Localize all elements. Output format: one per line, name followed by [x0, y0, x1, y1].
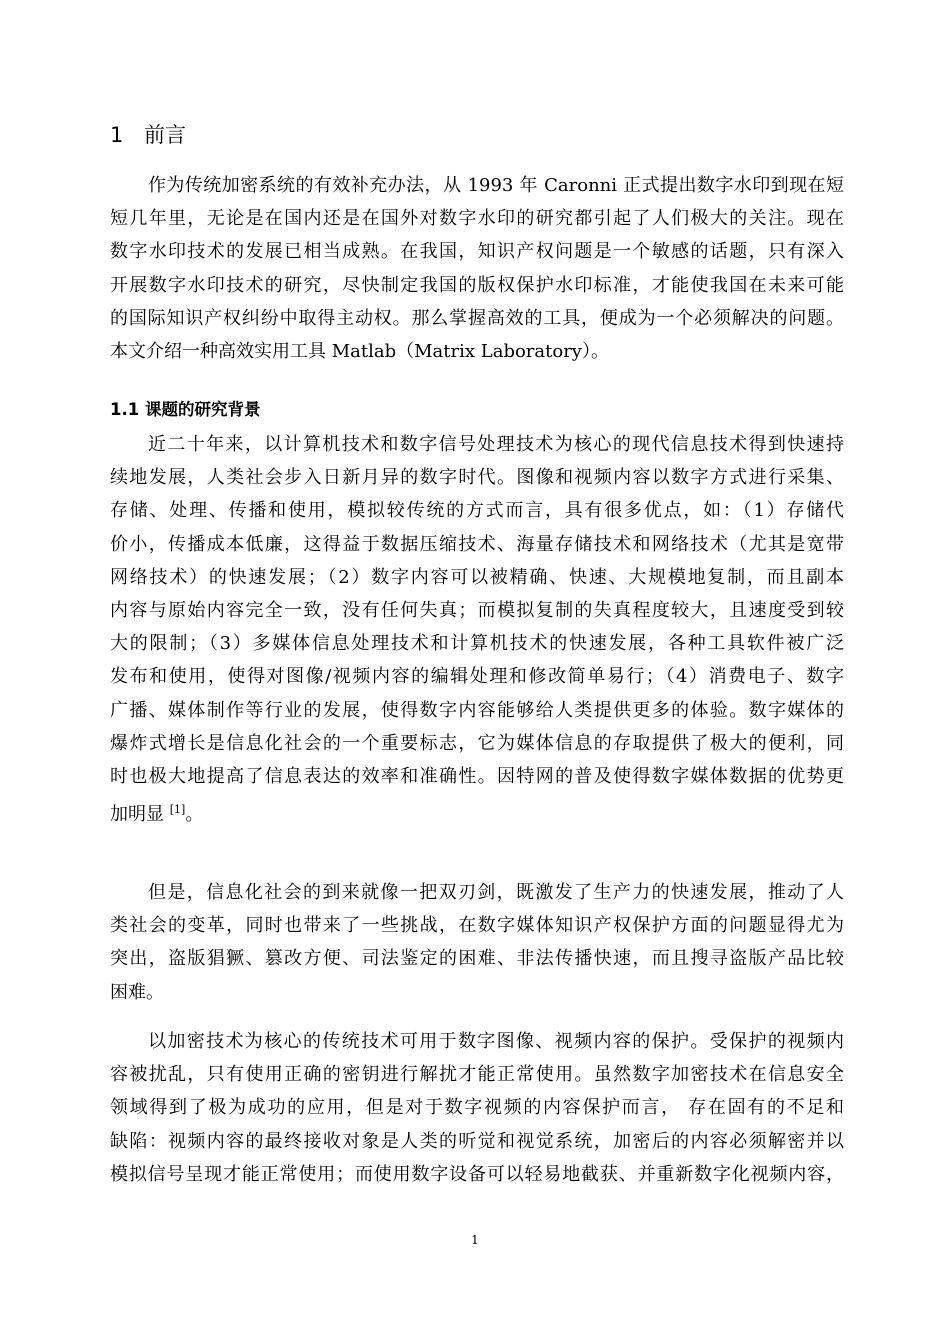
text-line: 领域得到了极为成功的应用，但是对于数字视频的内容保护而言， 存在固有的不足和 — [110, 1097, 844, 1119]
section-heading — [110, 119, 186, 151]
section-number: 1 — [110, 123, 124, 147]
text-line: 容被扰乱，只有使用正确的密钥进行解扰才能正常使用。虽然数字加密技术在信息安全 — [110, 1064, 844, 1086]
text-line: 数字水印技术的发展已相当成熟。在我国，知识产权问题是一个敏感的话题，只有深入 — [110, 241, 844, 263]
text-line: 时也极大地提高了信息表达的效率和准确性。因特网的普及使得数字媒体数据的优势更 — [110, 765, 844, 787]
text-line: 大的限制；（3）多媒体信息处理技术和计算机技术的快速发展，各种工具软件被广泛 — [110, 633, 844, 655]
text-line: 短几年里，无论是在国内还是在国外对数字水印的研究都引起了人们极大的关注。现在 — [110, 208, 844, 230]
text-line: 模拟信号呈现才能正常使用；而使用数字设备可以轻易地截获、并重新数字化视频内容， — [110, 1163, 844, 1185]
section-title: 前言 — [144, 123, 186, 147]
text-line: 内容与原始内容完全一致，没有任何失真；而模拟复制的失真程度较大，且速度受到较 — [110, 599, 844, 621]
text-line-end: 。 — [185, 804, 204, 826]
text-line-content: 加明显 — [110, 804, 164, 826]
text-line: 续地发展，人类社会步入日新月异的数字时代。图像和视频内容以数字方式进行采集、 — [110, 467, 844, 489]
background-paragraph-2 — [110, 876, 844, 1009]
intro-paragraph — [110, 169, 844, 368]
text-line: 作为传统加密系统的有效补充办法，从 1993 年 Caronni 正式提出数字水印到现在短 — [148, 175, 844, 196]
text-line: 但是，信息化社会的到来就像一把双刃剑，既激发了生产力的快速发展，推动了人 — [148, 882, 844, 903]
text-line: 发布和使用，使得对图像/视频内容的编辑处理和修改简单易行；（4）消费电子、数字 — [110, 666, 844, 688]
text-line: 困难。 — [110, 981, 164, 1003]
citation-reference: [1] — [169, 803, 186, 817]
text-line: 本文介绍一种高效实用工具 Matlab（Matrix Laboratory）。 — [110, 340, 609, 362]
text-line: 缺陷：视频内容的最终接收对象是人类的听觉和视觉系统，加密后的内容必须解密并以 — [110, 1130, 844, 1152]
text-line: 以加密技术为核心的传统技术可用于数字图像、视频内容的保护。受保护的视频内 — [148, 1031, 844, 1052]
subsection-heading: 1.1 课题的研究背景 — [110, 400, 261, 419]
text-line: 类社会的变革，同时也带来了一些挑战，在数字媒体知识产权保护方面的问题显得尤为 — [110, 915, 844, 937]
text-line: 的国际知识产权纠纷中取得主动权。那么掌握高效的工具，便成为一个必须解决的问题。 — [110, 307, 844, 329]
text-line: 网络技术）的快速发展；（2）数字内容可以被精确、快速、大规模地复制，而且副本 — [110, 566, 844, 588]
text-line: 爆炸式增长是信息化社会的一个重要标志，它为媒体信息的存取提供了极大的便利，同 — [110, 732, 844, 754]
text-line: 价小，传播成本低廉，这得益于数据压缩技术、海量存储技术和网络技术（尤其是宽带 — [110, 533, 844, 555]
text-line: 开展数字水印技术的研究，尽快制定我国的版权保护水印标准，才能使我国在未来可能 — [110, 274, 844, 296]
text-line: 存储、处理、传播和使用，模拟较传统的方式而言，具有很多优点，如：（1）存储代 — [110, 500, 844, 522]
background-paragraph-3 — [110, 1025, 844, 1191]
background-paragraph-1 — [110, 428, 844, 826]
text-line: 广播、媒体制作等行业的发展，使得数字内容能够给人类提供更多的体验。数字媒体的 — [110, 699, 844, 721]
text-line: 近二十年来，以计算机技术和数字信号处理技术为核心的现代信息技术得到快速持 — [148, 434, 844, 455]
page-number: 1 — [471, 1233, 479, 1247]
text-line: 突出，盗版猖獗、篡改方便、司法鉴定的困难、非法传播快速，而且搜寻盗版产品比较 — [110, 948, 844, 970]
text-line — [110, 793, 844, 826]
